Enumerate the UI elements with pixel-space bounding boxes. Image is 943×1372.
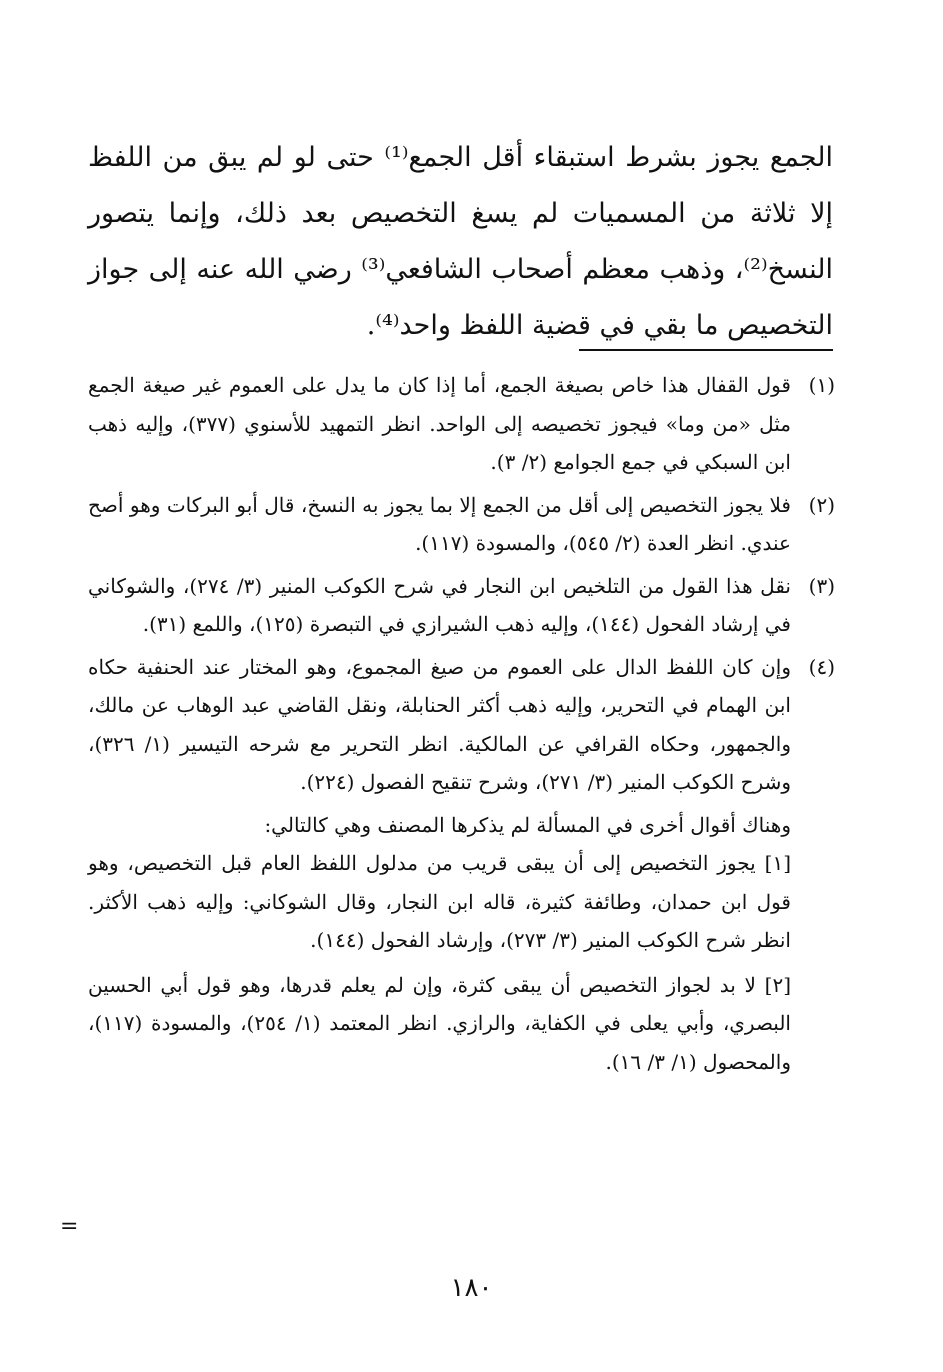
opinion-item-2: [٢] لا بد لجواز التخصيص أن يبقى كثرة، وإن لم يعلم قدرها، وهو قول أبي الحسين البصري، وأبي يعلى في الكفاية، والرازي. انظر المعتمد (١/ ٢٥٤)، والمسودة (١١٧)، والمحصول (١/ ٣/ ١٦). [88,972,791,1074]
footnote-text: وإن كان اللفظ الدال على العموم من صيغ المجموع، وهو المختار عند الحنفية حكاه ابن الهمام في التحرير، وإليه ذهب أكثر الحنابلة، ونقل القاضي عبد الوهاب عن مالك، والجمهور، وحكاه القرافي عن المالكية. انظر التحرير مع شرحه التيسير (١/ ٣٢٦)، وشرح الكوكب المنير (٣/ ٢٧١)، وشرح تنقيح الفصول (٢٢٤). [88,654,791,794]
footnote-number: (٤) [808,654,835,679]
opinion-item-1: [١] يجوز التخصيص إلى أن يبقى قريب من مدلول اللفظ العام قبل التخصيص، وهو قول ابن حمدان، وطائفة كثيرة، قاله ابن النجار، وقال الشوكاني: وإليه ذهب الأكثر. انظر شرح الكوكب المنير (٣/ ٢٧٣)، وإرشاد الفحول (١٤٤). [88,851,791,952]
main-paragraph: الجمع يجوز بشرط استبقاء أقل الجمع⁽¹⁾ حتى لو لم يبق من اللفظ إلا ثلاثة من المسميات لم يسغ التخصيص بعد ذلك، وإنما يتصور النسخ⁽²⁾، وذهب معظم أصحاب الشافعي⁽³⁾ رضي الله عنه إلى جواز التخصيص ما بقي في قضية اللفظ واحد⁽⁴⁾. [88,142,833,341]
footnote-3 [88,567,835,644]
footnotes [88,366,835,1081]
footnote-4 [88,648,835,802]
footnote-2 [88,486,835,563]
footnote-text: قول القفال هذا خاص بصيغة الجمع، أما إذا كان ما يدل على العموم غير صيغة الجمع مثل «من وما» فيجوز تخصيصه إلى الواحد. انظر التمهيد للأسنوي (٣٧٧)، وإليه ذهب ابن السبكي في جمع الجوامع (٢/ ٣). [88,373,791,474]
footnote-divider [579,349,833,351]
footnote-number: (٣) [808,573,835,598]
footnote-text: نقل هذا القول من التلخيص ابن النجار في شرح الكوكب المنير (٣/ ٢٧٤)، والشوكاني في إرشاد الفحول (١٤٤)، وإليه ذهب الشيرازي في التبصرة (١٢٥)، واللمع (٣١). [88,573,791,636]
continuation-mark: = [60,1214,79,1239]
additional-opinions-intro: وهناك أقوال أخرى في المسألة لم يذكرها المصنف وهي كالتالي: [264,812,791,837]
footnote-text: فلا يجوز التخصيص إلى أقل من الجمع إلا بما يجوز به النسخ، قال أبو البركات وهو أصح عندي. انظر العدة (٢/ ٥٤٥)، والمسودة (١١٧). [88,492,791,555]
footnote-number: (٢) [808,492,835,517]
footnote-number: (١) [808,373,835,397]
footnote-1 [88,366,835,482]
page-number: ١٨٠ [450,1273,493,1303]
additional-opinions [88,806,791,1082]
main-text [88,130,833,354]
